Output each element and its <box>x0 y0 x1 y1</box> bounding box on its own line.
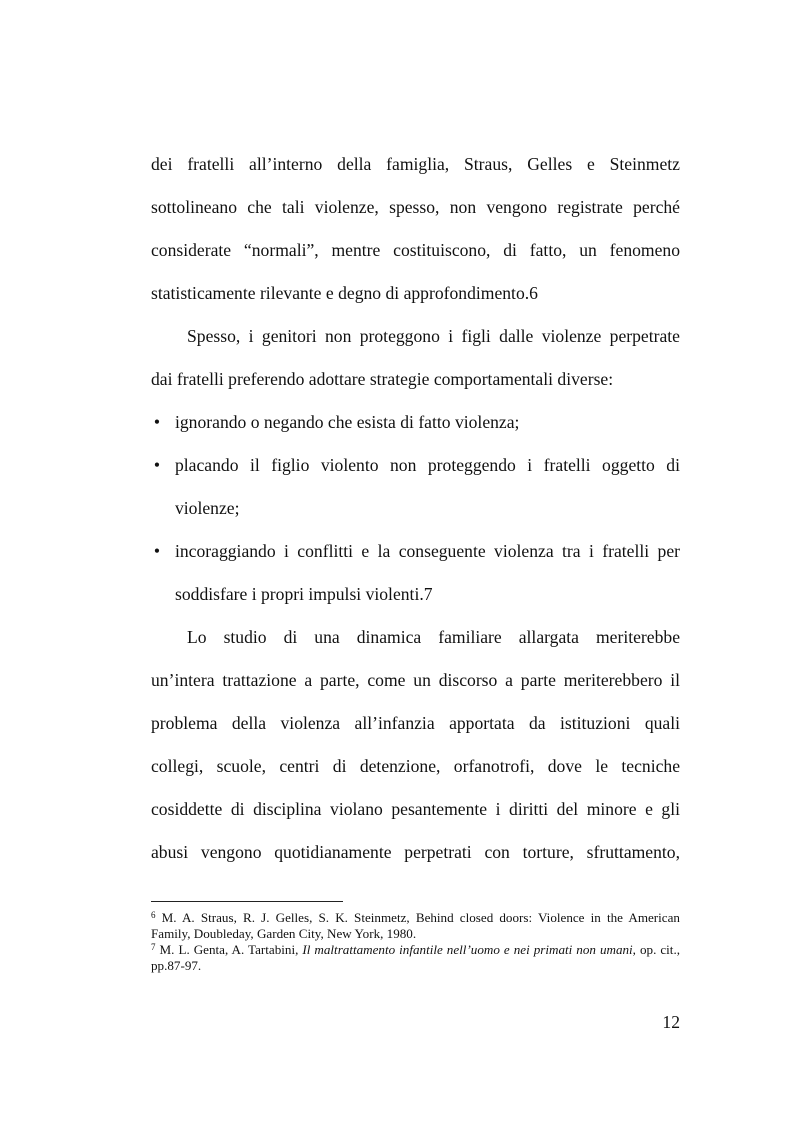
footnote-separator <box>151 901 343 902</box>
bullet-1-marker: • <box>153 412 161 432</box>
paragraph-1-line-2: sottolineano che tali violenze, spesso, non vengono registrate perché <box>151 197 680 217</box>
bullet-2-line-1: placando il figlio violento non proteggendo i fratelli oggetto di <box>175 455 680 475</box>
paragraph-2-line-2: dai fratelli preferendo adottare strategie comportamentali diverse: <box>151 369 614 389</box>
paragraph-2-line-1: Spesso, i genitori non proteggono i figli dalle violenze perpetrate <box>187 326 680 346</box>
paragraph-1-line-1: dei fratelli all’interno della famiglia, Straus, Gelles e Steinmetz <box>151 154 680 174</box>
paragraph-1-line-4: statisticamente rilevante e degno di approfondimento.6 <box>151 283 538 303</box>
paragraph-3-line-3: problema della violenza all’infanzia apportata da istituzioni quali <box>151 713 680 733</box>
bullet-3-line-1: incoraggiando i conflitti e la conseguente violenza tra i fratelli per <box>175 541 680 561</box>
footnote-6-line-2: Family, Doubleday, Garden City, New York, 1980. <box>151 926 417 941</box>
paragraph-3-line-6: abusi vengono quotidianamente perpetrati con torture, sfruttamento, <box>151 842 680 862</box>
footnote-6-text: M. A. Straus, R. J. Gelles, S. K. Steinmetz, Behind closed doors: Violence in the American <box>161 910 680 925</box>
paragraph-3-line-2: un’intera trattazione a parte, come un discorso a parte meriterebbero il <box>151 670 680 690</box>
footnote-7-line-1 <box>151 942 680 958</box>
paragraph-3-line-5: cosiddette di disciplina violano pesantemente i diritti del minore e gli <box>151 799 680 819</box>
page-number: 12 <box>662 1012 680 1032</box>
footnote-7-rest: op. cit., <box>635 942 680 957</box>
footnote-7-title: Il maltrattamento infantile nell’uomo e nei primati non umani, <box>302 942 636 957</box>
paragraph-3-line-1: Lo studio di una dinamica familiare allargata meriterebbe <box>187 627 680 647</box>
footnote-7-number: 7 <box>151 942 156 952</box>
paragraph-3-line-4: collegi, scuole, centri di detenzione, orfanotrofi, dove le tecniche <box>151 756 680 776</box>
bullet-2-marker: • <box>153 455 161 475</box>
bullet-3-marker: • <box>153 541 161 561</box>
footnote-6-line-1 <box>151 910 680 926</box>
bullet-1-line-1: ignorando o negando che esista di fatto violenza; <box>175 412 520 432</box>
footnote-7-line-2: pp.87-97. <box>151 958 202 973</box>
bullet-3-line-2: soddisfare i propri impulsi violenti.7 <box>175 584 433 604</box>
bullet-2-line-2: violenze; <box>175 498 240 518</box>
footnote-7-authors: M. L. Genta, A. Tartabini, <box>159 942 303 957</box>
footnote-6-number: 6 <box>151 910 156 920</box>
paragraph-1-line-3: considerate “normali”, mentre costituiscono, di fatto, un fenomeno <box>151 240 680 260</box>
